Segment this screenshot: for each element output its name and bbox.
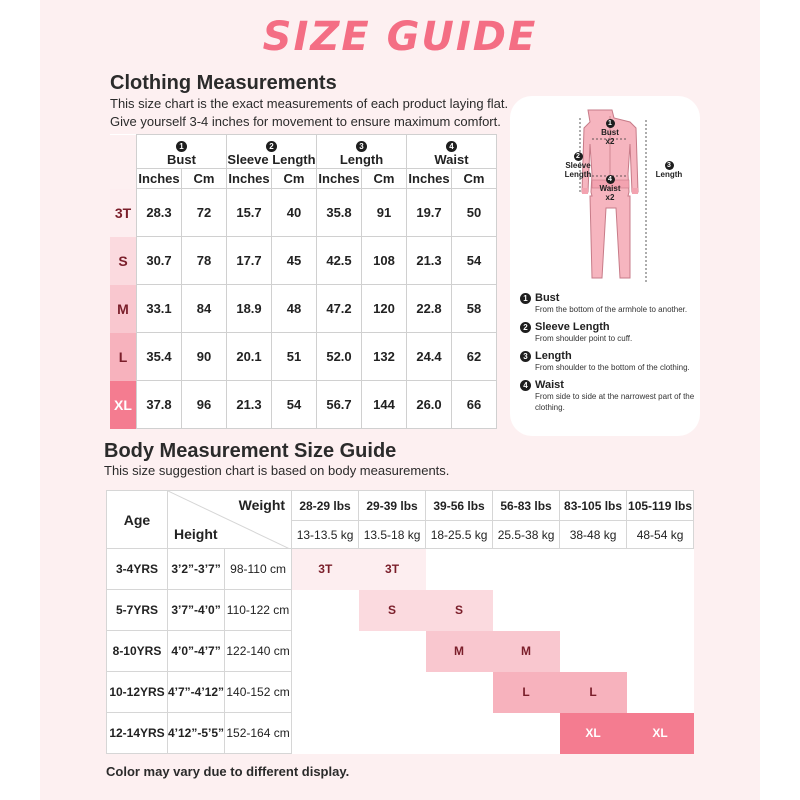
unit-row <box>110 169 497 189</box>
empty-cell <box>359 672 426 713</box>
empty-cell <box>627 590 694 631</box>
legend-item-sleeve-length: 2 Sleeve Length From shoulder point to cuff. <box>520 321 695 344</box>
empty-cell <box>627 549 694 590</box>
measurement-cell: 144 <box>362 381 407 429</box>
empty-cell <box>627 631 694 672</box>
measurement-legend <box>520 292 695 419</box>
page-title: SIZE GUIDE <box>262 14 538 60</box>
weight-kg-cell: 48-54 kg <box>627 521 694 549</box>
measurement-cell: 40 <box>272 189 317 237</box>
height-ft-cell: 4’0”-4’7” <box>168 631 225 672</box>
clothing-table-body <box>110 189 497 429</box>
measurement-cell: 15.7 <box>227 189 272 237</box>
empty-cell <box>359 713 426 754</box>
size-recommendation: L <box>493 672 560 713</box>
age-cell: 5-7YRS <box>107 590 168 631</box>
bust-label: 1 Bust x2 <box>601 120 619 146</box>
size-recommendation: 3T <box>359 549 426 590</box>
clothing-desc-2: Give yourself 3-4 inches for movement to ensure maximum comfort. <box>110 114 501 129</box>
measurement-cell: 62 <box>452 333 497 381</box>
col-label: Sleeve Length <box>227 151 316 167</box>
height-ft-cell: 3’7”-4’0” <box>168 590 225 631</box>
measurement-cell: 47.2 <box>317 285 362 333</box>
empty-cell <box>627 672 694 713</box>
age-header: Age <box>107 491 168 549</box>
number-badge: 2 <box>520 322 531 333</box>
height-ft-cell: 3’2”-3’7” <box>168 549 225 590</box>
legend-item-waist: 4 Waist From side to side at the narrowest part of the clothing. <box>520 379 695 413</box>
measurement-cell: 33.1 <box>137 285 182 333</box>
height-ft-cell: 4’7”-4’12” <box>168 672 225 713</box>
measurement-cell: 132 <box>362 333 407 381</box>
measurement-cell: 48 <box>272 285 317 333</box>
measurement-cell: 35.4 <box>137 333 182 381</box>
size-label: M <box>110 285 137 333</box>
size-recommendation: M <box>426 631 493 672</box>
measurement-cell: 96 <box>182 381 227 429</box>
measurement-cell: 30.7 <box>137 237 182 285</box>
measurement-cell: 56.7 <box>317 381 362 429</box>
measurement-cell: 50 <box>452 189 497 237</box>
body-table-body <box>107 549 694 754</box>
length-label: 3 Length <box>655 162 683 179</box>
weight-lbs-cell: 28-29 lbs <box>292 491 359 521</box>
table-row <box>110 285 497 333</box>
empty-cell <box>493 713 560 754</box>
col-waist <box>407 135 497 169</box>
measurement-cell: 54 <box>452 237 497 285</box>
empty-cell <box>426 549 493 590</box>
measurement-cell: 22.8 <box>407 285 452 333</box>
unit-cm: Cm <box>452 169 497 189</box>
table-row <box>107 631 694 672</box>
number-badge: 4 <box>520 380 531 391</box>
measurement-cell: 20.1 <box>227 333 272 381</box>
size-recommendation: 3T <box>292 549 359 590</box>
empty-cell <box>560 549 627 590</box>
size-guide-page <box>40 0 760 800</box>
size-recommendation: M <box>493 631 560 672</box>
measurement-cell: 51 <box>272 333 317 381</box>
legend-item-bust: 1 Bust From the bottom of the armhole to another. <box>520 292 695 315</box>
size-recommendation: XL <box>560 713 627 754</box>
measurement-cell: 72 <box>182 189 227 237</box>
measurement-cell: 66 <box>452 381 497 429</box>
unit-inches: Inches <box>137 169 182 189</box>
table-row <box>110 237 497 285</box>
body-measurement-table <box>106 490 694 754</box>
unit-cm: Cm <box>272 169 317 189</box>
table-row <box>107 549 694 590</box>
sleeve-length-label: 2 Sleeve Length <box>564 153 592 179</box>
measurement-cell: 54 <box>272 381 317 429</box>
measurement-cell: 26.0 <box>407 381 452 429</box>
size-label: S <box>110 237 137 285</box>
age-cell: 10-12YRS <box>107 672 168 713</box>
height-cm-cell: 122-140 cm <box>225 631 292 672</box>
col-length <box>317 135 407 169</box>
weight-header: Weight <box>238 497 286 513</box>
weight-kg-cell: 13.5-18 kg <box>359 521 426 549</box>
measurement-cell: 35.8 <box>317 189 362 237</box>
measurement-cell: 24.4 <box>407 333 452 381</box>
number-badge: 1 <box>520 293 531 304</box>
empty-cell <box>292 672 359 713</box>
weight-lbs-cell: 29-39 lbs <box>359 491 426 521</box>
age-cell: 3-4YRS <box>107 549 168 590</box>
measurement-cell: 91 <box>362 189 407 237</box>
empty-cell <box>560 631 627 672</box>
col-bust <box>137 135 227 169</box>
weight-lbs-cell: 105-119 lbs <box>627 491 694 521</box>
weight-lbs-cell: 83-105 lbs <box>560 491 627 521</box>
body-heading: Body Measurement Size Guide <box>104 440 397 462</box>
measurement-cell: 108 <box>362 237 407 285</box>
col-sleeve-length <box>227 135 317 169</box>
clothing-measurement-table <box>110 134 497 429</box>
empty-cell <box>292 631 359 672</box>
clothing-heading: Clothing Measurements <box>110 72 337 94</box>
unit-inches: Inches <box>407 169 452 189</box>
waist-label: 4 Waist x2 <box>599 176 621 202</box>
table-row <box>110 333 497 381</box>
measurement-cell: 37.8 <box>137 381 182 429</box>
weight-kg-cell: 18-25.5 kg <box>426 521 493 549</box>
weight-kg-cell: 13-13.5 kg <box>292 521 359 549</box>
size-label: XL <box>110 381 137 429</box>
unit-cm: Cm <box>182 169 227 189</box>
weight-lbs-cell: 39-56 lbs <box>426 491 493 521</box>
weight-height-header <box>168 491 292 549</box>
measurement-cell: 45 <box>272 237 317 285</box>
number-badge: 1 <box>176 141 187 152</box>
empty-cell <box>493 590 560 631</box>
col-label: Length <box>339 151 384 167</box>
col-label: Bust <box>167 151 196 167</box>
unit-cm: Cm <box>362 169 407 189</box>
color-disclaimer: Color may vary due to different display. <box>106 764 350 779</box>
height-cm-cell: 98-110 cm <box>225 549 292 590</box>
height-header: Height <box>174 526 218 542</box>
height-cm-cell: 110-122 cm <box>225 590 292 631</box>
size-recommendation: XL <box>627 713 694 754</box>
col-label: Waist <box>434 151 469 167</box>
age-cell: 8-10YRS <box>107 631 168 672</box>
measurement-cell: 58 <box>452 285 497 333</box>
unit-inches: Inches <box>227 169 272 189</box>
number-badge: 3 <box>520 351 531 362</box>
weight-lbs-row <box>107 491 694 521</box>
empty-cell <box>426 672 493 713</box>
empty-cell <box>426 713 493 754</box>
weight-lbs-cell: 56-83 lbs <box>493 491 560 521</box>
measurement-cell: 84 <box>182 285 227 333</box>
table-row <box>107 672 694 713</box>
size-recommendation: L <box>560 672 627 713</box>
measurement-cell: 28.3 <box>137 189 182 237</box>
empty-cell <box>493 549 560 590</box>
measurement-cell: 120 <box>362 285 407 333</box>
number-badge: 3 <box>356 141 367 152</box>
measurement-cell: 18.9 <box>227 285 272 333</box>
table-row <box>107 590 694 631</box>
age-cell: 12-14YRS <box>107 713 168 754</box>
size-label: L <box>110 333 137 381</box>
number-badge: 2 <box>266 141 277 152</box>
empty-cell <box>292 713 359 754</box>
measurement-cell: 78 <box>182 237 227 285</box>
height-cm-cell: 140-152 cm <box>225 672 292 713</box>
body-desc: This size suggestion chart is based on body measurements. <box>104 463 450 478</box>
table-row <box>110 381 497 429</box>
measurement-cell: 21.3 <box>227 381 272 429</box>
weight-kg-cell: 38-48 kg <box>560 521 627 549</box>
measurement-cell: 90 <box>182 333 227 381</box>
size-recommendation: S <box>359 590 426 631</box>
table-row <box>107 713 694 754</box>
measurement-cell: 19.7 <box>407 189 452 237</box>
size-recommendation: S <box>426 590 493 631</box>
measurement-cell: 52.0 <box>317 333 362 381</box>
height-cm-cell: 152-164 cm <box>225 713 292 754</box>
number-badge: 4 <box>446 141 457 152</box>
table-row <box>110 189 497 237</box>
empty-cell <box>560 590 627 631</box>
measurement-cell: 17.7 <box>227 237 272 285</box>
clothing-desc-1: This size chart is the exact measurements of each product laying flat. <box>110 96 509 111</box>
size-label: 3T <box>110 189 137 237</box>
measurement-cell: 21.3 <box>407 237 452 285</box>
weight-kg-cell: 25.5-38 kg <box>493 521 560 549</box>
height-ft-cell: 4’12”-5’5” <box>168 713 225 754</box>
empty-cell <box>292 590 359 631</box>
legend-item-length: 3 Length From shoulder to the bottom of the clothing. <box>520 350 695 373</box>
measurement-cell: 42.5 <box>317 237 362 285</box>
table-header-row <box>110 135 497 169</box>
unit-inches: Inches <box>317 169 362 189</box>
empty-cell <box>359 631 426 672</box>
